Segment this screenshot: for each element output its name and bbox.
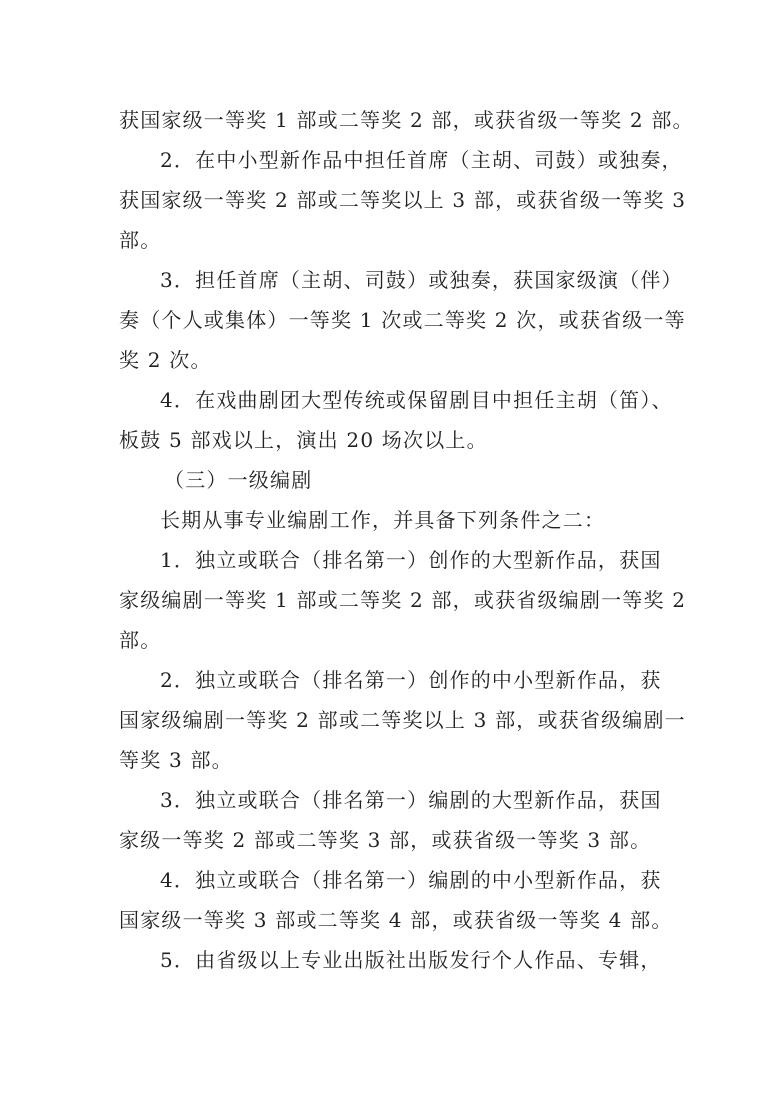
text-line: 奖 2 次。 (119, 348, 212, 372)
text-line: 国家级编剧一等奖 2 部或二等奖以上 3 部，或获省级编剧一 (119, 708, 686, 732)
text-line: 4．独立或联合（排名第一）编剧的中小型新作品，获 (160, 868, 662, 892)
text-line: 部。 (119, 628, 162, 652)
text-line: 5．由省级以上专业出版社出版发行个人作品、专辑， (160, 948, 662, 972)
text-line: 获国家级一等奖 1 部或二等奖 2 部，或获省级一等奖 2 部。 (119, 108, 694, 132)
text-line: 1．独立或联合（排名第一）创作的大型新作品，获国 (160, 548, 662, 572)
text-line: 家级一等奖 2 部或二等奖 3 部，或获省级一等奖 3 部。 (119, 828, 652, 852)
text-line: 2．独立或联合（排名第一）创作的中小型新作品，获 (160, 668, 662, 692)
text-line: 奏（个人或集体）一等奖 1 次或二等奖 2 次，或获省级一等 (119, 308, 686, 332)
text-line: 国家级一等奖 3 部或二等奖 4 部，或获省级一等奖 4 部。 (119, 908, 673, 932)
text-line: 3．担任首席（主胡、司鼓）或独奏，获国家级演（伴） (160, 268, 683, 292)
text-line: 等奖 3 部。 (119, 748, 233, 772)
section-heading: （三）一级编剧 (164, 468, 313, 492)
text-line: 获国家级一等奖 2 部或二等奖以上 3 部，或获省级一等奖 3 (119, 188, 687, 212)
text-line: 4．在戏曲剧团大型传统或保留剧目中担任主胡（笛）、 (160, 388, 673, 412)
text-line: 3．独立或联合（排名第一）编剧的大型新作品，获国 (160, 788, 662, 812)
text-line: 板鼓 5 部戏以上，演出 20 场次以上。 (119, 428, 488, 452)
text-line: 家级编剧一等奖 1 部或二等奖 2 部，或获省级编剧一等奖 2 (119, 588, 687, 612)
text-line: 2．在中小型新作品中担任首席（主胡、司鼓）或独奏， (160, 148, 683, 172)
text-line: 长期从事专业编剧工作，并具备下列条件之二： (160, 508, 606, 532)
text-line: 部。 (119, 228, 162, 252)
